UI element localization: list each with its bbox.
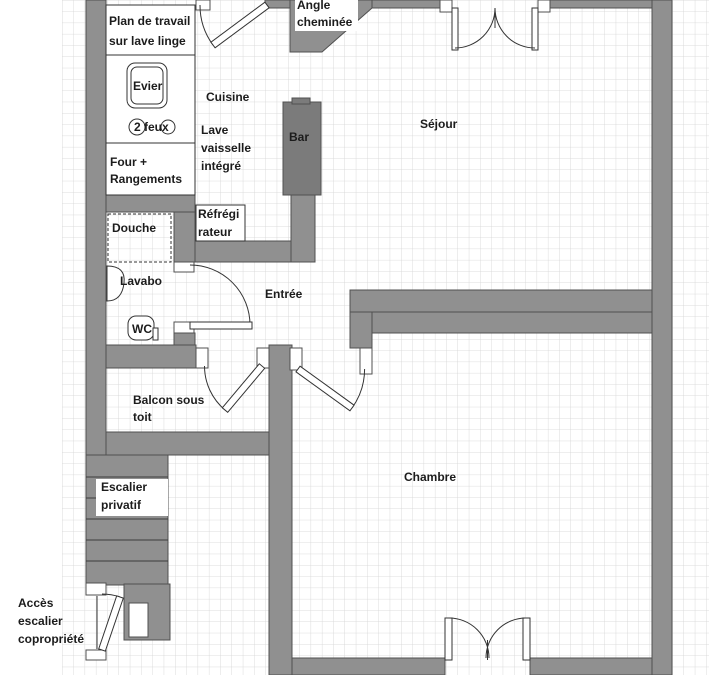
fridge-label-line2: rateur — [198, 225, 233, 239]
door-frame — [174, 262, 194, 272]
washbasin-label: Lavabo — [120, 274, 163, 288]
wall-east — [652, 0, 672, 675]
wall-north-living-west — [372, 0, 440, 8]
access-niche — [129, 603, 148, 637]
hob-label: 2 feux — [134, 120, 169, 134]
wall-bedroom-north — [372, 312, 652, 333]
door-frame — [538, 0, 550, 12]
door-frame — [196, 348, 208, 368]
sink-label: Evier — [133, 79, 163, 93]
wc-label: WC — [132, 322, 152, 336]
fireplace-label-line2: cheminée — [297, 15, 353, 29]
bedroom-label: Chambre — [404, 470, 457, 484]
oven-label-line1: Four + — [110, 155, 148, 169]
door-leaf-right — [532, 8, 538, 50]
wc-tank — [153, 328, 158, 340]
living-room-label: Séjour — [420, 117, 458, 131]
oven-box — [106, 143, 195, 195]
wall-west — [86, 0, 106, 455]
bar-label: Bar — [289, 130, 310, 144]
balcony-label-line1: Balcon sous — [133, 393, 205, 407]
dishwasher-label-line3: intégré — [201, 159, 242, 173]
wall-bedroom-south-east — [530, 658, 652, 675]
wall-balcony-north — [106, 345, 196, 368]
wall-living-south — [350, 290, 652, 312]
wall-balcony-south — [106, 432, 269, 455]
door-frame — [86, 583, 106, 595]
kitchen-label: Cuisine — [206, 90, 250, 104]
fridge-label-line1: Réfrégi — [198, 207, 240, 221]
wall-kitchen-bathroom — [106, 195, 195, 212]
wall-bedroom-west — [269, 345, 292, 675]
wall-north-living-east — [550, 0, 652, 8]
hall-label: Entrée — [265, 287, 303, 301]
shared-access-label-line2: escalier — [18, 614, 63, 628]
oven-label-line2: Rangements — [110, 172, 183, 186]
door-leaf-left — [452, 8, 458, 50]
wall-bedroom-south-west — [292, 658, 445, 675]
bar-counter-cap — [292, 98, 310, 104]
shower-label: Douche — [112, 221, 157, 235]
fireplace-label-line1: Angle — [297, 0, 331, 12]
stairs-label-line2: privatif — [101, 498, 142, 512]
stairs-label-line1: Escalier — [101, 480, 148, 494]
shared-access-label-line1: Accès — [18, 596, 54, 610]
dishwasher-label-line2: vaisselle — [201, 141, 252, 155]
shared-access-label-line3: copropriété — [18, 632, 85, 646]
wall-kitchen-south — [195, 241, 291, 262]
worktop-label-line2: sur lave linge — [109, 34, 186, 48]
door-frame — [360, 348, 372, 374]
door-leaf — [190, 322, 252, 329]
balcony-label-line2: toit — [133, 410, 152, 424]
stair-flight — [86, 455, 168, 585]
private-stairs — [86, 455, 168, 585]
worktop-label-line1: Plan de travail — [109, 14, 191, 28]
door-leaf-left — [445, 618, 452, 660]
wall-hall-east — [350, 312, 372, 348]
wall-bathroom-east — [174, 212, 195, 262]
wall-bathroom-south — [174, 333, 195, 345]
door-frame — [196, 0, 210, 10]
door-leaf-right — [523, 618, 530, 660]
bar-counter — [283, 102, 321, 195]
door-frame — [440, 0, 452, 12]
door-frame — [86, 650, 106, 660]
wall-bar-support — [291, 195, 315, 262]
dishwasher-label-line1: Lave — [201, 123, 229, 137]
